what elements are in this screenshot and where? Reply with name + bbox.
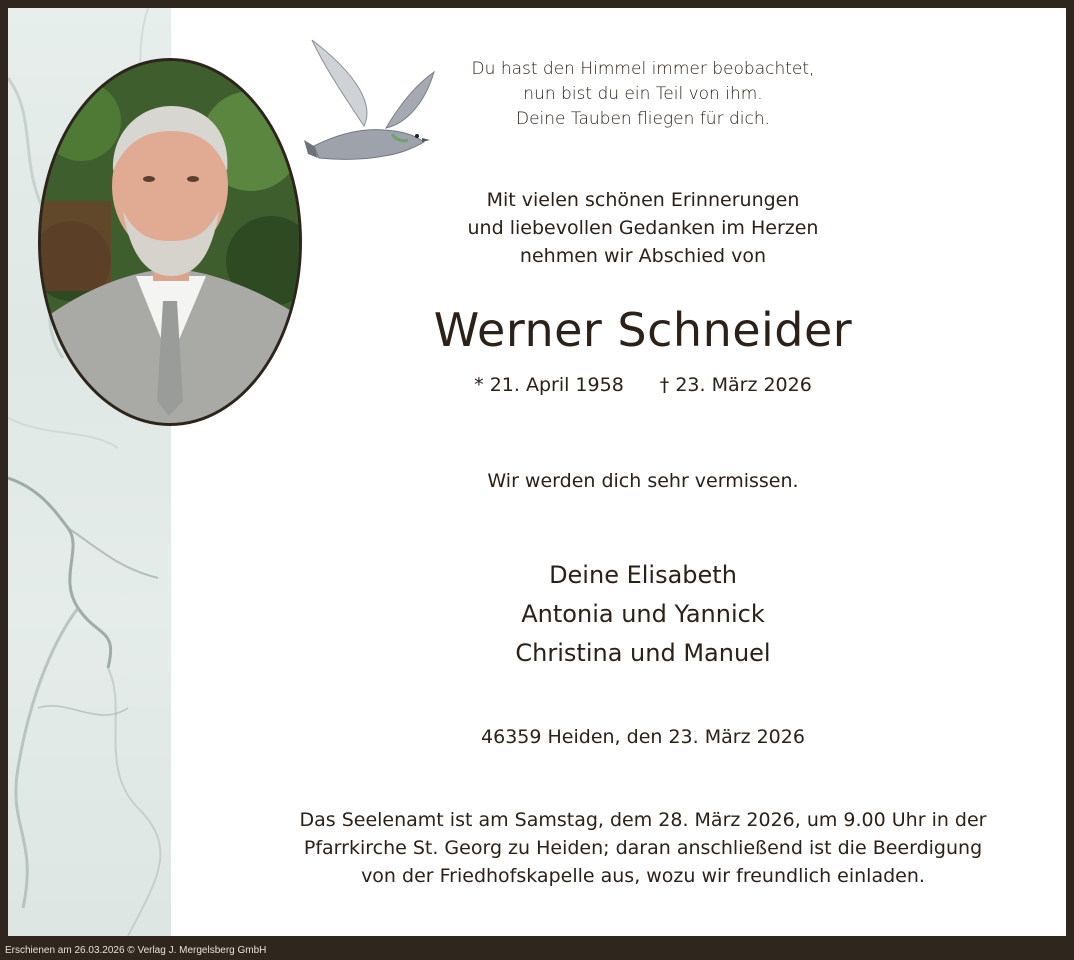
mourner-line: Deine Elisabeth xyxy=(549,561,737,589)
mourner-line: Antonia und Yannick xyxy=(521,600,765,628)
portrait-photo xyxy=(38,58,302,426)
farewell-line: Mit vielen schönen Erinnerungen xyxy=(486,189,800,211)
deceased-name: Werner Schneider xyxy=(433,303,853,357)
mourners-list xyxy=(278,556,1008,673)
service-line: Das Seelenamt ist am Samstag, dem 28. März 2026, um 9.00 Uhr in der xyxy=(299,809,987,831)
birth-date: * 21. April 1958 xyxy=(474,374,624,396)
poem xyxy=(278,57,1008,132)
service-line: Pfarrkirche St. Georg zu Heiden; daran anschließend ist die Beerdigung xyxy=(303,837,983,859)
poem-line: Du hast den Himmel immer beobachtet, xyxy=(471,59,815,79)
poem-line: Deine Tauben fliegen für dich. xyxy=(515,109,771,129)
service-line: von der Friedhofskapelle aus, wozu wir freundlich einladen. xyxy=(361,865,925,887)
farewell-line: und liebevollen Gedanken im Herzen xyxy=(467,217,819,239)
condolence-message: Wir werden dich sehr vermissen. xyxy=(487,470,799,492)
place-date: 46359 Heiden, den 23. März 2026 xyxy=(481,726,805,748)
publication-footer: Erschienen am 26.03.2026 © Verlag J. Mergelsberg GmbH xyxy=(5,945,267,956)
service-info xyxy=(278,806,1008,890)
farewell-line: nehmen wir Abschied von xyxy=(519,245,767,267)
death-date: † 23. März 2026 xyxy=(659,374,812,396)
mourner-line: Christina und Manuel xyxy=(515,639,771,667)
farewell-text xyxy=(278,186,1008,270)
life-dates xyxy=(278,370,1008,400)
poem-line: nun bist du ein Teil von ihm. xyxy=(523,84,763,104)
obituary-notice xyxy=(8,8,1066,936)
